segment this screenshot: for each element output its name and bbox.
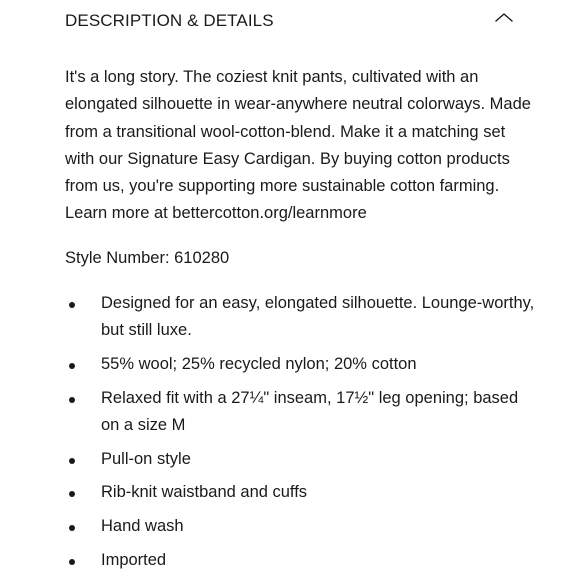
feature-text: Designed for an easy, elongated silhouette. Lounge-worthy, but still luxe.	[101, 294, 535, 339]
list-item	[65, 385, 545, 439]
accordion-header[interactable]	[65, 0, 515, 42]
feature-text: Rib-knit waistband and cuffs	[101, 483, 308, 501]
style-number: Style Number: 610280	[65, 249, 230, 267]
feature-text: 55% wool; 25% recycled nylon; 20% cotton	[101, 355, 417, 373]
feature-text: Imported	[101, 551, 167, 569]
list-item	[65, 547, 545, 574]
list-item	[65, 446, 545, 473]
list-item	[65, 513, 545, 540]
bullet-icon	[69, 525, 75, 531]
description-details-accordion	[65, 0, 535, 569]
section-title: DESCRIPTION & DETAILS	[65, 11, 274, 30]
bullet-icon	[69, 491, 75, 497]
feature-text: Pull-on style	[101, 450, 191, 468]
bullet-icon	[69, 458, 75, 464]
product-description: It's a long story. The coziest knit pants, cultivated with an elongated silhouette in wear-anywhere neutral colorways. Made from a transitional wool-cotton-blend. Make it a matching set with our Signature Easy Cardigan. By buying cotton products from us, you're supporting more sustainable cotton farming. Learn more at bettercotton.org/learnmore	[65, 68, 531, 223]
bullet-icon	[69, 302, 75, 308]
list-item	[65, 290, 545, 344]
feature-text: Hand wash	[101, 517, 184, 535]
bullet-icon	[69, 397, 75, 403]
feature-text: Relaxed fit with a 27¼" inseam, 17½" leg opening; based on a size M	[101, 389, 519, 434]
bullet-icon	[69, 363, 75, 369]
list-item	[65, 479, 545, 506]
chevron-up-icon[interactable]	[493, 10, 515, 24]
list-item	[65, 351, 545, 378]
bullet-icon	[69, 559, 75, 565]
